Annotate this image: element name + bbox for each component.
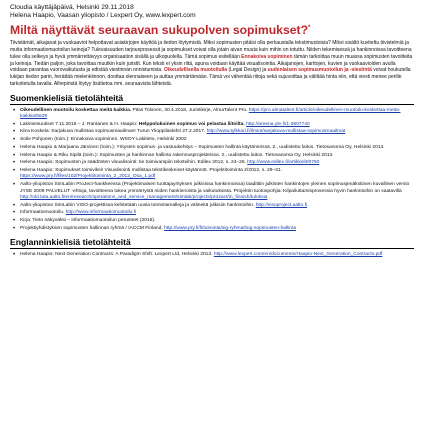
source-link[interactable]: http://www.informaatiomuotoilu.fi xyxy=(65,210,137,216)
source-item xyxy=(20,210,414,216)
source-link[interactable]: http://visoproject.aalto.fi xyxy=(255,202,308,208)
intro-highlight-2: Oikeudellisella muotoilulla xyxy=(164,67,228,74)
source-link[interactable]: http://www.pry.fi/fi/toiminta/sig-ryhmat/sig-sopimusten-hallinta xyxy=(164,225,297,231)
source-text: Kirja: Tieto näkyväksi – informaatiomuotoilun perusteet (2016). xyxy=(20,218,156,224)
intro-paragraph xyxy=(10,40,414,87)
source-title: Oikeudellinen muotoilu koskettaa meitä kaikkia. xyxy=(20,107,133,113)
intro-text-4: voivat houkutella lukijan tiedon parin, herättää mielenkiinnon, doottaa olennaiseen ja auttaa ymmärtämään. Tämä voi vähentää riitoja sekä sujuvoittaa ja välittää hinta niin, että viesti menee perille tarkoitetulla tavalla. Alhepiristä löytyy lisätietoa mm. seuraavista lähteistä. xyxy=(10,67,411,87)
source-link[interactable]: http://www.edilex.fi/artikkelit/8760 xyxy=(247,160,320,166)
event-line: Cloudia käyttäjäpäivä, Helsinki 29.11.2018 xyxy=(10,4,134,11)
intro-highlight-1: Ennakoiva sopiminen xyxy=(241,53,293,60)
source-text: Aalto-yliopiston SimLabin VISO-projektissa kehitetään uusia toimintamalleja ja välineitä julkisiin hankintoihin. xyxy=(20,202,256,208)
source-link[interactable]: https://www.pry.fi/files/102/Projektitoiminta_2_2012_Osa_1.pdf xyxy=(20,174,156,180)
title-footnote-mark: * xyxy=(308,25,311,32)
source-text: Lakimiesuutiset 7.11.2016 – J. Rantanen & H. Haapio: xyxy=(20,121,139,127)
source-text: Soile Pohjonen (toim.): Ennakoiva sopiminen. WSOY Lakitieto, Helsinki 2002 xyxy=(20,137,187,143)
source-link[interactable]: http://old.tuta.aalto.fi/en/research/operations_and_service_management/simlab/projects/pro2act/in_finnish/tuloksia xyxy=(20,194,268,200)
source-link[interactable]: http://www.tylkkari.fi/ilmiot/sarjakuva-mullistaa-sopimusmaailmat xyxy=(206,129,346,135)
source-item xyxy=(20,226,414,232)
source-item xyxy=(20,182,414,201)
page-title xyxy=(10,23,414,37)
source-item xyxy=(20,218,414,224)
source-text: Päivi Tolonen, 30.4.2018, Juristikirje, AlmaTalent Pro. xyxy=(132,107,249,113)
source-list xyxy=(10,108,414,233)
sources-sections xyxy=(10,93,414,259)
source-text: Helena Haapio: Sopimukset toimiviksi! Visualisointi mullistaa tekstikeskeiset käytännöt. Projektitoiminta 2/2012, s. 29–31. xyxy=(20,168,282,174)
intro-text-2: tämän tarkoittaa muun muassa sopimusten tavoitteita ja keinoja. Tiedän paljon, joka tavoittaa muutkin kuin juristit. Kun teksti ei yksin riitä, apuna voidaan käyttää visualisointia. Aikajanojen, karttojen, kuvien ja vuokaavioiden avulla voidaan parantaa vuorovaikutusta ja edistää viestinnän onnistumista. xyxy=(10,53,413,74)
source-text: Informaatiomuotoilu. xyxy=(20,210,66,216)
source-text: Projektiyhdistyksen sopimusten hallinnan ryhmä / IACCM Finland. xyxy=(20,225,165,231)
source-text: Helena Haapio & Marjaana Järvinen (toim.): Yritysten sopimus- ja vastuukehitys – Sopimusten hallinta käytännössä. 2., uudistettu laitos. Tietosanoma Oy, Helsinki 2014. xyxy=(20,144,385,150)
title-text: Miltä näyttävät seuraavan sukupolven sopimukset? xyxy=(10,23,309,38)
source-text: Helena Haapio: Next Generation Contracts: A Paradigm Shift. Lexpert Ltd, Helsinki 2013. xyxy=(20,252,214,258)
section-heading: Suomenkielisiä tietolähteitä xyxy=(10,93,414,105)
author-line: Helena Haapio, Vaasan yliopisto / Lexpert Oy, www.lexpert.com xyxy=(10,12,196,20)
source-item xyxy=(20,168,414,181)
source-text: Aalto-yliopiston SimLabin ProJect-hankkeessa (Projektimaisen tuottajayrityksen julkisissa hankinnoissa) laadittiin julkisten hankintojen yleinen sopimusjenäkstiinen kuvallinen versio JYSE 2009 PALVELUT -ehtoja, tavoitteena tukea ymmärrystä niiden hankinnoista ja vaikutuksista. Projektin tuotospohjia: Kilpailuttamisprosessia hyvin hankintoihin on saatavilla xyxy=(20,182,410,194)
source-link[interactable]: https://pro.almatalent.fi/article/oikeudellinen-muotoilu-koskettaa-meita-kaikkia/5639 xyxy=(20,107,401,119)
source-item xyxy=(20,129,414,135)
source-text: Kiira Koskela: Sarjakuva mullistaa sopimusmaailman! Turun Ylioppilaslehti 27.2.2017. xyxy=(20,129,207,135)
source-item xyxy=(20,153,414,159)
section-heading: Englanninkielisiä tietolähteitä xyxy=(10,237,414,249)
source-item xyxy=(20,145,414,151)
intro-text-1: Tiivistämät, aikajanat ja vuokaaviot helpottavat asiakirjojen käyttöä ja tiedon löytymistä. Miksi sopimusten pitäisi olla perkaustalla tekstimuotoisia? Miksi sisältö kuvitettu tiivistelmiä ja muita informaatiomuotoilun keinoja? Tulevaisuuden tarjousprosessit ja sopimukset voivat olla jotain aivan muuta kuin mihin on totuttu. Niiden tekemisessä ja hankinnoissa tavoitteena tulee olla selkeys ja hyvä ymmärrettävyys organisaation sisällä ja ulkopuolella. Tämä sopimus esitellään xyxy=(10,40,412,60)
source-item xyxy=(20,108,414,121)
source-link[interactable]: http://areena.yle.fi/1-3807740 xyxy=(246,121,310,127)
source-text: Helena Haapio & Riku Sipilä (toim.): Sopimusten ja hankinnan hallinta rakennusprojekteissa. 2., uudistettu laitos. Tietosanoma Oy, Helsinki 2013. xyxy=(20,152,334,158)
source-item xyxy=(20,122,414,128)
source-item xyxy=(20,137,414,143)
source-item xyxy=(20,160,414,166)
source-item xyxy=(20,203,414,209)
intro-text-3: (Legal Design) ja xyxy=(228,67,267,74)
source-list xyxy=(10,252,414,258)
source-text: Helena Haapio: Sopimusten ja säädösten visualisointi: tie toimivampiin teksteihin. Edilex 2012, s. 24–26. xyxy=(20,160,248,166)
source-title: Helppolukuinen sopimus voi pelastaa liitoilta. xyxy=(138,121,247,127)
source-link[interactable]: http://www.lexpert.com/en/documents/Haapio-Next_Generation_Contracts.pdf xyxy=(213,252,383,258)
intro-highlight-3: uudenlaisen sopimusmuotoilun ja -viestintä xyxy=(267,67,372,74)
source-item xyxy=(20,252,414,258)
